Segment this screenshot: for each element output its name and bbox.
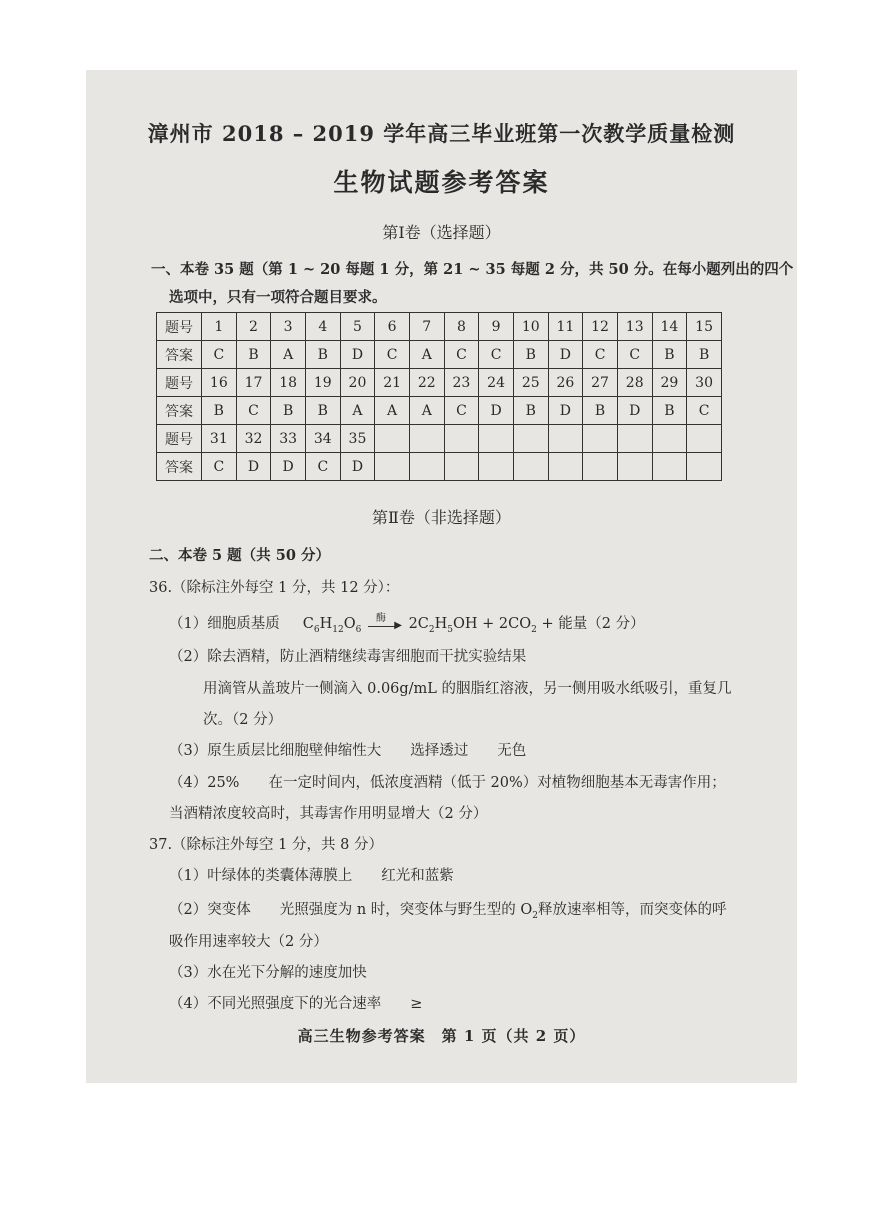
table-cell: C [305,453,340,481]
table-cell-empty [444,453,479,481]
table-cell-empty [687,425,722,453]
table-row [157,453,722,481]
row-label: 题号 [157,425,202,453]
table-cell: 28 [617,369,652,397]
table-cell: A [375,397,410,425]
table-cell: C [202,341,237,369]
table-cell-empty [513,425,548,453]
table-cell: 18 [271,369,306,397]
table-cell: D [548,397,583,425]
part2-heading: 第Ⅱ卷（非选择题） [372,508,511,527]
table-row [157,397,722,425]
q36-answer-4-line1: （4）25% 在一定时间内，低浓度酒精（低于 20%）对植物细胞基本无毒害作用； [169,775,726,791]
table-cell: 12 [583,313,618,341]
table-cell: 35 [340,425,375,453]
q36-answer-2-line2: 用滴管从盖玻片一侧滴入 0.06g/mL 的胭脂红溶液，另一侧用吸水纸吸引，重复几 [203,681,732,697]
row-label: 题号 [157,369,202,397]
row-label: 答案 [157,453,202,481]
table-cell: B [236,341,271,369]
table-cell: 21 [375,369,410,397]
table-cell: C [479,341,514,369]
table-cell: B [652,397,687,425]
table-cell: D [340,453,375,481]
table-cell: 1 [202,313,237,341]
row-label: 答案 [157,397,202,425]
q37-answer-1: （1）叶绿体的类囊体薄膜上 红光和蓝紫 [169,868,454,884]
page-footer: 高三生物参考答案 第 1 页（共 2 页） [297,1027,586,1045]
table-cell: 31 [202,425,237,453]
table-cell: 26 [548,369,583,397]
table-row [157,313,722,341]
table-cell: B [652,341,687,369]
table-row [157,341,722,369]
table-cell-empty [479,453,514,481]
table-cell: 2 [236,313,271,341]
table-cell: 27 [583,369,618,397]
table-cell: 11 [548,313,583,341]
table-cell: D [236,453,271,481]
table-cell-empty [444,425,479,453]
table-cell: 25 [513,369,548,397]
table-cell: 29 [652,369,687,397]
table-cell: C [202,453,237,481]
q37-header: 37.（除标注外每空 1 分，共 8 分） [149,837,383,853]
table-cell-empty [409,425,444,453]
table-cell-empty [652,425,687,453]
table-cell: 6 [375,313,410,341]
table-cell-empty [375,453,410,481]
table-cell: C [236,397,271,425]
table-cell: B [513,341,548,369]
table-row [157,369,722,397]
table-cell: C [687,397,722,425]
table-cell: C [583,341,618,369]
q37-a2-post: 释放速率相等，而突变体的呼 [538,902,727,918]
part1-instructions-line2: 选项中，只有一项符合题目要求。 [169,289,387,306]
table-cell: 17 [236,369,271,397]
table-cell: 9 [479,313,514,341]
table-cell: 5 [340,313,375,341]
table-cell: B [687,341,722,369]
part1-heading: 第Ⅰ卷（选择题） [382,223,501,242]
table-cell: 20 [340,369,375,397]
q36-header: 36.（除标注外每空 1 分，共 12 分）： [149,580,400,596]
table-cell: 8 [444,313,479,341]
table-cell-empty [617,453,652,481]
table-cell: B [202,397,237,425]
table-cell-empty [687,453,722,481]
q36-a1-label: （1）细胞质基质 [169,616,280,632]
table-cell: C [375,341,410,369]
table-cell-empty [479,425,514,453]
table-cell-empty [513,453,548,481]
row-label: 题号 [157,313,202,341]
row-label: 答案 [157,341,202,369]
q36-answer-2-line1: （2）除去酒精，防止酒精继续毒害细胞而干扰实验结果 [169,649,527,665]
q36-eq-reactant: C [302,616,314,632]
q37-a2-pre: （2）突变体 光照强度为 n 时，突变体与野生型的 O [169,902,533,918]
table-cell: 4 [305,313,340,341]
q37-answer-3: （3）水在光下分解的速度加快 [169,965,367,981]
answer-table [156,312,722,481]
exam-title: 漳州市 2018 – 2019 学年高三毕业班第一次教学质量检测 [147,121,736,146]
answer-sheet-page [86,70,797,1083]
table-cell: B [305,397,340,425]
table-cell: A [409,397,444,425]
table-cell-empty [548,425,583,453]
q36-answer-2-line3: 次。（2 分） [203,712,283,728]
table-cell: A [340,397,375,425]
table-cell: D [548,341,583,369]
q37-answer-2-line2: 吸作用速率较大（2 分） [169,934,328,950]
q36-eq-enzyme: 酶 [375,612,386,624]
table-row [157,425,722,453]
q37-answer-4: （4）不同光照强度下的光合速率 ≥ [169,996,423,1012]
reaction-arrow-icon: 酶 ▶ [368,622,402,627]
table-cell: 15 [687,313,722,341]
table-cell: 33 [271,425,306,453]
table-cell: 34 [305,425,340,453]
table-cell-empty [583,453,618,481]
table-cell: 22 [409,369,444,397]
document-title: 生物试题参考答案 [333,168,550,197]
table-cell: 13 [617,313,652,341]
table-cell-empty [548,453,583,481]
part1-instructions-line1: 一、本卷 35 题（第 1 ~ 20 每题 1 分，第 21 ~ 35 每题 2 分，共 50 分。在每小题列出的四个 [151,261,794,278]
table-cell: 14 [652,313,687,341]
q36-answer-4-line2: 当酒精浓度较高时，其毒害作用明显增大（2 分） [169,806,488,822]
table-cell: B [583,397,618,425]
q36-eq-tail: + 能量（2 分） [541,616,645,632]
table-cell: 10 [513,313,548,341]
table-cell: C [444,397,479,425]
table-cell: C [617,341,652,369]
table-cell: 19 [305,369,340,397]
table-cell: 3 [271,313,306,341]
table-cell: 16 [202,369,237,397]
table-cell: D [271,453,306,481]
table-cell: 7 [409,313,444,341]
table-cell: B [271,397,306,425]
table-cell: C [444,341,479,369]
table-cell-empty [617,425,652,453]
table-cell: B [513,397,548,425]
table-cell: 32 [236,425,271,453]
table-cell-empty [583,425,618,453]
table-cell: B [305,341,340,369]
table-cell: 23 [444,369,479,397]
q36-eq-product: 2C [408,616,429,632]
table-cell: D [479,397,514,425]
table-cell-empty [375,425,410,453]
q36-answer-3: （3）原生质层比细胞壁伸缩性大 选择透过 无色 [169,743,527,759]
table-cell: D [340,341,375,369]
table-cell: 30 [687,369,722,397]
table-cell-empty [652,453,687,481]
table-cell: 24 [479,369,514,397]
table-cell-empty [409,453,444,481]
q37-answer-2-line1: （2）突变体 光照强度为 n 时，突变体与野生型的 $O_2$释放速率相等，而突变体的呼 [169,902,727,921]
table-cell: A [271,341,306,369]
q36-answer-1: （1）细胞质基质 $C_6H_{12}O_6$ 酶 ▶ $2C_2H_5OH + 2CO_2$ + 能量（2 分） [169,612,645,635]
table-cell: D [617,397,652,425]
part2-section-heading: 二、本卷 5 题（共 50 分） [149,547,330,564]
table-cell: A [409,341,444,369]
